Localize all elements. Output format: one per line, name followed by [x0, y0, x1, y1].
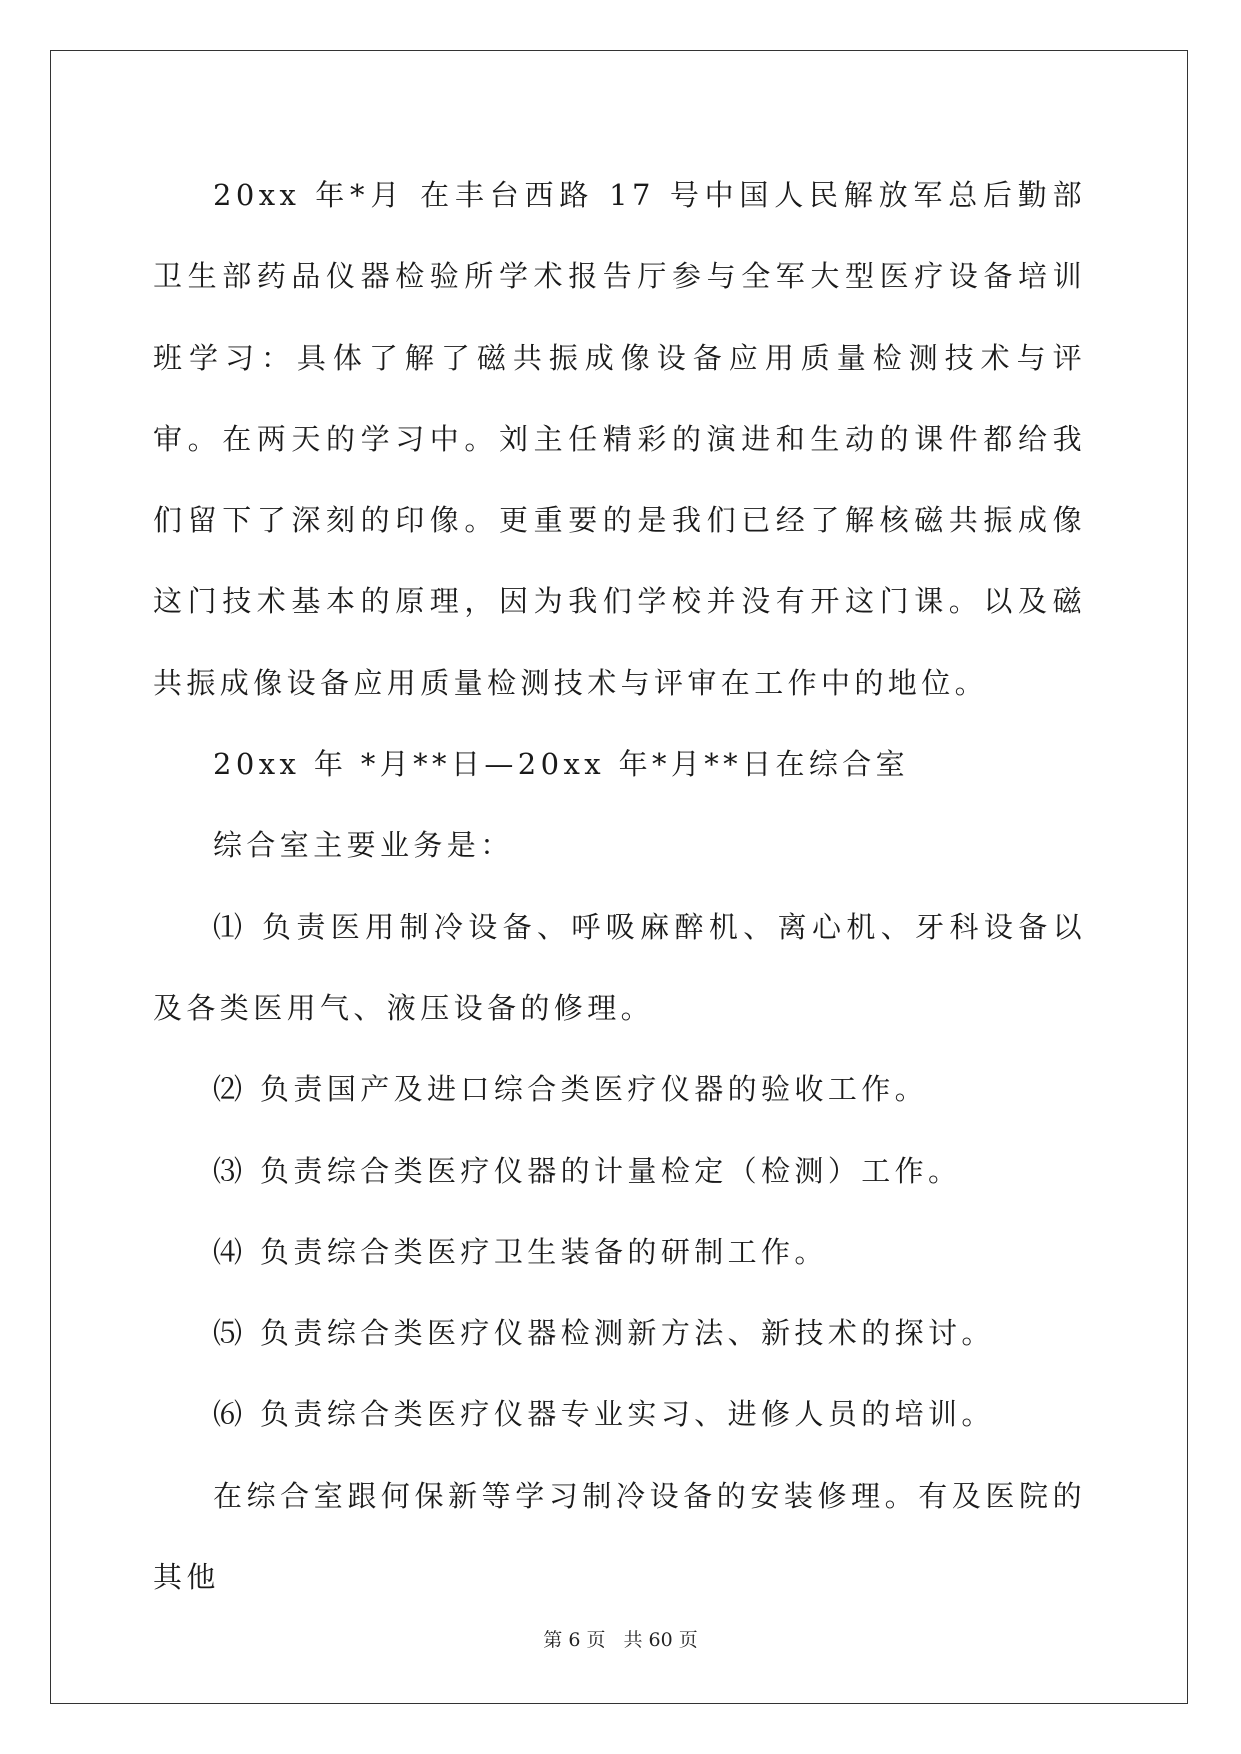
list-item-duty-2: ⑵ 负责国产及进口综合类医疗仪器的验收工作。 [213, 1072, 929, 1107]
document-body [153, 155, 1086, 1618]
list-item-duty-5: ⑸ 负责综合类医疗仪器检测新方法、新技术的探讨。 [213, 1316, 995, 1351]
page-footer [0, 1625, 1241, 1652]
paragraph-training-summary: 20xx 年*月 在丰台西路 17 号中国人民解放军总后勤部卫生部药品仪器检验所学术报告厅参与全军大型医疗设备培训班学习：具体了解了磁共振成像设备应用质量检测技术与评审。在两天的学习中。刘主任精彩的演进和生动的课件都给我们留下了深刻的印像。更重要的是我们已经了解核磁共振成像这门技术基本的原理，因为我们学校并没有开这门课。以及磁共振成像设备应用质量检测技术与评审在工作中的地位。 [153, 178, 1086, 700]
list-item-duty-6: ⑹ 负责综合类医疗仪器专业实习、进修人员的培训。 [213, 1397, 995, 1432]
page-number-current: 第 6 页 [543, 1629, 606, 1651]
page-number-total: 共 60 页 [623, 1629, 698, 1651]
list-item-duty-4: ⑷ 负责综合类医疗卫生装备的研制工作。 [213, 1234, 828, 1269]
list-item-duty-3: ⑶ 负责综合类医疗仪器的计量检定（检测）工作。 [213, 1153, 962, 1188]
paragraph-date-range: 20xx 年 *月**日—20xx 年*月**日在综合室 [213, 747, 910, 782]
paragraph-main-business-heading: 综合室主要业务是： [213, 828, 514, 863]
list-item-duty-1: ⑴ 负责医用制冷设备、呼吸麻醉机、离心机、牙科设备以及各类医用气、液压设备的修理。 [153, 909, 1086, 1025]
paragraph-refrigeration-study: 在综合室跟何保新等学习制冷设备的安装修理。有及医院的其他 [153, 1478, 1086, 1595]
